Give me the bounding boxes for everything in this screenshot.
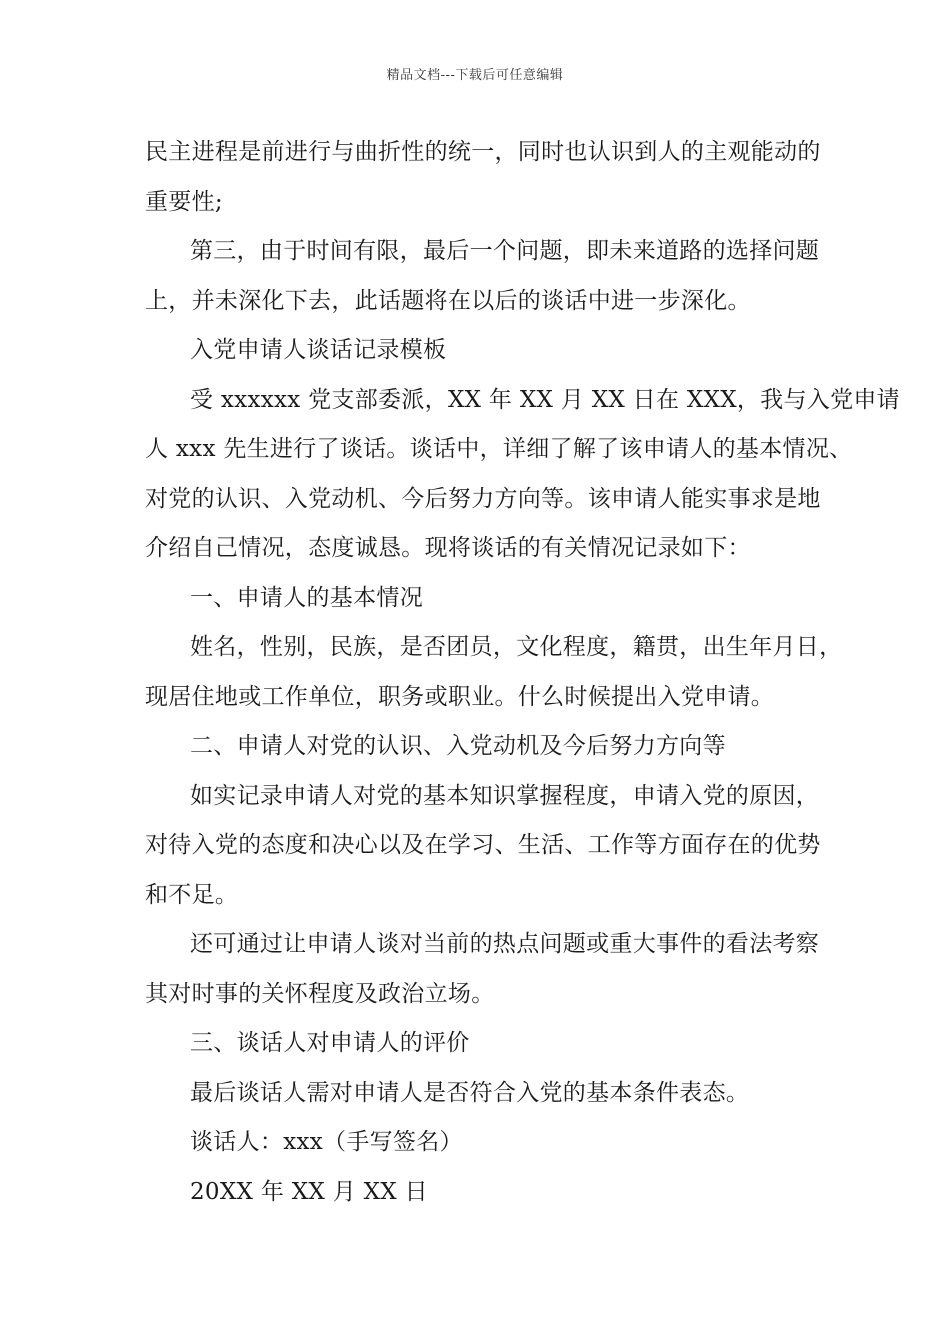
page-header: 精品文档---下载后可任意编辑 (386, 68, 564, 83)
text-line: 姓名，性别，民族，是否团员，文化程度，籍贯，出生年月日， (190, 634, 843, 660)
text-line: 入党申请人谈话记录模板 (190, 337, 447, 363)
text-line: 人 xxx 先生进行了谈话。谈话中，详细了解了该申请人的基本情况、 (145, 436, 853, 462)
text-line: 上，并未深化下去，此话题将在以后的谈话中进一步深化。 (145, 287, 751, 314)
text-line: 如实记录申请人对党的基本知识掌握程度，申请入党的原因， (190, 782, 820, 809)
text-line: 一、申请人的基本情况 (190, 584, 423, 611)
text-line: 受 xxxxxx 党支部委派，XX 年 XX 月 XX 日在 XXX，我与入党申请 (190, 386, 900, 413)
text-line: 三、谈话人对申请人的评价 (190, 1030, 470, 1056)
text-line: 其对时事的关怀程度及政治立场。 (145, 980, 495, 1007)
text-line: 对待入党的态度和决心以及在学习、生活、工作等方面存在的优势 (145, 832, 821, 858)
text-line: 对党的认识、入党动机、今后努力方向等。该申请人能实事求是地 (145, 485, 821, 512)
text-line: 最后谈话人需对申请人是否符合入党的基本条件表态。 (190, 1079, 750, 1106)
text-line: 二、申请人对党的认识、入党动机及今后努力方向等 (190, 733, 726, 759)
document-body (145, 128, 900, 1217)
text-line: 现居住地或工作单位，职务或职业。什么时候提出入党申请。 (145, 683, 775, 710)
text-line: 介绍自己情况，态度诚恳。现将谈话的有关情况记录如下： (145, 535, 751, 561)
text-line: 20XX 年 XX 月 XX 日 (190, 1178, 428, 1205)
text-line: 还可通过让申请人谈对当前的热点问题或重大事件的看法考察 (190, 931, 820, 957)
text-line: 民主进程是前进行与曲折性的统一，同时也认识到人的主观能动的 (145, 139, 821, 165)
text-line: 和不足。 (145, 881, 239, 908)
text-line: 重要性; (145, 188, 223, 215)
text-line: 谈话人：xxx（手写签名） (190, 1129, 463, 1155)
text-line: 第三，由于时间有限，最后一个问题，即未来道路的选择问题 (190, 238, 820, 264)
